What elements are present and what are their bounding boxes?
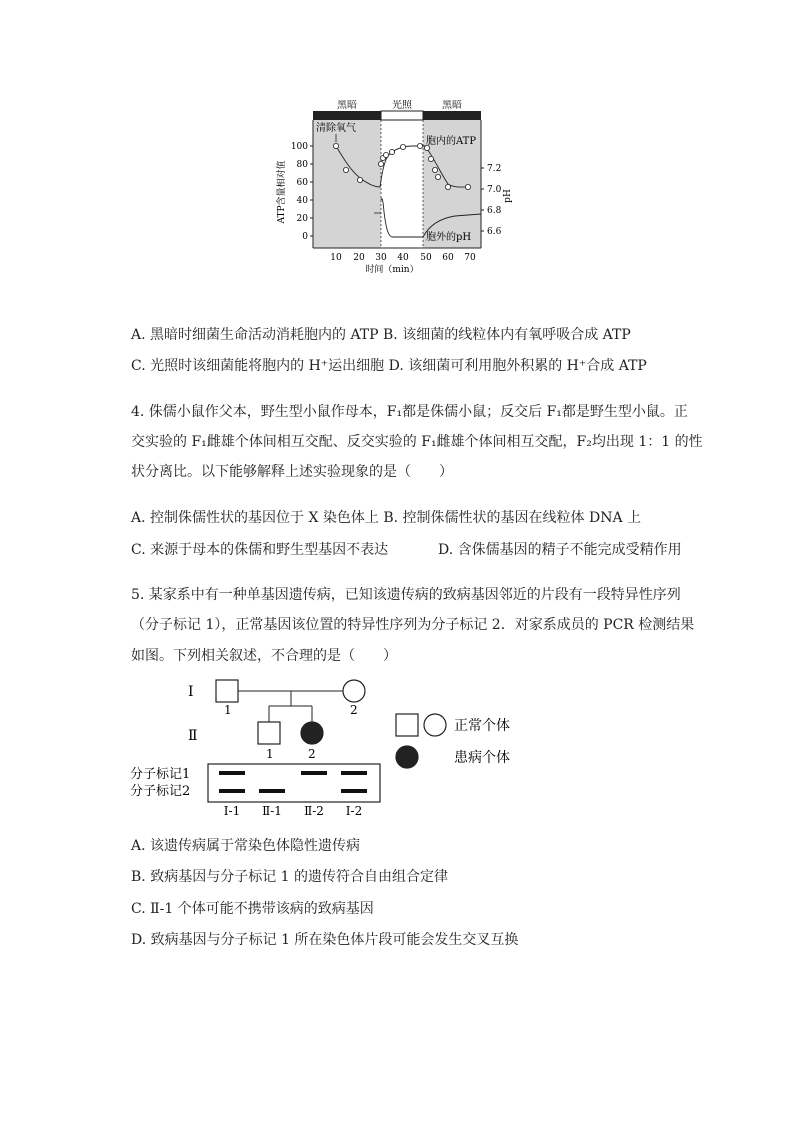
lane-label: Ⅱ-2 bbox=[304, 804, 324, 817]
q4-option-ab: A. 控制侏儒性状的基因位于 X 染色体上 B. 控制侏儒性状的基因在线粒体 DNA 上 bbox=[131, 510, 642, 526]
legend-normal-label: 正常个体 bbox=[454, 718, 510, 734]
x-tick: 10 bbox=[330, 253, 342, 263]
x-tick: 40 bbox=[397, 253, 409, 263]
y-left-tick: 80 bbox=[296, 160, 308, 170]
pedigree-figure bbox=[128, 672, 528, 817]
annotation-atp-in: 胞内的ATP bbox=[426, 136, 477, 147]
q4-stem-line2: 交实验的 F₁雌雄个体间相互交配、反交实验的 F₁雌雄个体间相互交配，F₂均出现 1：1 的性 bbox=[131, 434, 703, 450]
light-bar bbox=[381, 111, 423, 120]
marker2-label: 分子标记2 bbox=[130, 784, 191, 799]
x-tick: 70 bbox=[464, 253, 476, 263]
x-label: 时间（min） bbox=[365, 265, 419, 275]
y-right-tick: 6.8 bbox=[487, 206, 502, 216]
dark-region-1 bbox=[313, 120, 381, 248]
generation-1-label: Ⅰ bbox=[188, 684, 194, 700]
y-right-label: pH bbox=[503, 189, 513, 203]
generation-2-label: Ⅱ bbox=[188, 728, 198, 744]
band-I-1-marker2 bbox=[219, 789, 245, 793]
bar-label-light: 光照 bbox=[392, 100, 412, 111]
lane-label: Ⅰ-2 bbox=[345, 804, 363, 817]
marker1-label: 分子标记1 bbox=[130, 767, 191, 782]
q5-option-a: A. 该遗传病属于常染色体隐性遗传病 bbox=[131, 838, 361, 854]
q5-option-c: C. Ⅱ-1 个体可能不携带该病的致病基因 bbox=[131, 901, 374, 917]
bar-label-dark-1: 黑暗 bbox=[337, 100, 357, 111]
label-II-2: 2 bbox=[308, 747, 316, 761]
y-left-tick: 40 bbox=[296, 196, 308, 206]
legend-affected-label: 患病个体 bbox=[454, 750, 510, 766]
q5-stem-line2: （分子标记 1），正常基因该位置的特异性序列为分子标记 2．对家系成员的 PCR 检测结果 bbox=[131, 617, 695, 633]
label-II-1: 1 bbox=[266, 747, 274, 761]
q5-option-d: D. 致病基因与分子标记 1 所在染色体片段可能会发生交叉互换 bbox=[131, 932, 519, 948]
lane-label: Ⅰ-1 bbox=[223, 804, 241, 817]
dark-bar-1 bbox=[313, 111, 381, 120]
individual-I-1-normal-male bbox=[216, 680, 238, 702]
y-left-tick: 0 bbox=[302, 232, 308, 242]
right-ticks bbox=[481, 164, 502, 237]
y-left-tick: 20 bbox=[296, 214, 308, 224]
band-I-2-marker1 bbox=[341, 771, 367, 775]
y-left-label: ATP含量相对值 bbox=[277, 160, 287, 224]
band-I-1-marker1 bbox=[219, 771, 245, 775]
individual-II-1-normal-male bbox=[258, 722, 280, 744]
y-left-tick: 100 bbox=[290, 142, 308, 152]
q4-option-d: D. 含侏儒基因的精子不能完成受精作用 bbox=[438, 542, 682, 558]
q4-stem-line1: 4. 侏儒小鼠作父本，野生型小鼠作母本，F₁都是侏儒小鼠；反交后 F₁都是野生型小鼠。正 bbox=[131, 404, 688, 420]
x-tick: 60 bbox=[442, 253, 454, 263]
q5-option-b: B. 致病基因与分子标记 1 的遗传符合自由组合定律 bbox=[131, 869, 448, 885]
x-ticks bbox=[330, 253, 476, 263]
dark-bar-2 bbox=[423, 111, 481, 120]
y-left-tick: 60 bbox=[296, 178, 308, 188]
x-tick: 30 bbox=[375, 253, 387, 263]
atp-ph-figure bbox=[270, 100, 530, 290]
q4-stem-line3: 状分离比。以下能够解释上述实验现象的是（ ） bbox=[131, 464, 453, 480]
annotation-clear-o2: 清除氧气 bbox=[316, 123, 356, 134]
y-right-tick: 6.6 bbox=[487, 227, 502, 237]
q5-stem-line3: 如图。下列相关叙述，不合理的是（ ） bbox=[131, 648, 397, 664]
q3-option-cd: C. 光照时该细菌能将胞内的 H⁺运出细胞 D. 该细菌可利用胞外积累的 H⁺合成 ATP bbox=[131, 358, 647, 374]
individual-II-2-affected-female bbox=[301, 722, 323, 744]
left-ticks bbox=[291, 142, 313, 242]
label-I-1: 1 bbox=[224, 703, 232, 717]
x-tick: 50 bbox=[420, 253, 432, 263]
x-tick: 20 bbox=[353, 253, 365, 263]
label-I-2: 2 bbox=[350, 703, 358, 717]
legend-normal-male-icon bbox=[396, 714, 418, 736]
annotation-ph-out: 胞外的pH bbox=[426, 232, 472, 243]
band-I-2-marker2 bbox=[341, 789, 367, 793]
gel-box bbox=[208, 764, 380, 802]
legend-affected-icon bbox=[396, 746, 418, 768]
y-right-tick: 7.2 bbox=[487, 164, 502, 174]
q3-option-ab: A. 黑暗时细菌生命活动消耗胞内的 ATP B. 该细菌的线粒体内有氧呼吸合成 ATP bbox=[131, 327, 631, 343]
individual-I-2-normal-female bbox=[343, 680, 365, 702]
band-II-2-marker1 bbox=[301, 771, 327, 775]
bar-label-dark-2: 黑暗 bbox=[442, 100, 462, 111]
band-II-1-marker2 bbox=[259, 789, 285, 793]
legend-normal-female-icon bbox=[424, 714, 446, 736]
y-right-tick: 7.0 bbox=[487, 185, 502, 195]
lane-label: Ⅱ-1 bbox=[262, 804, 282, 817]
q4-option-c: C. 来源于母本的侏儒和野生型基因不表达 bbox=[131, 542, 389, 558]
q5-stem-line1: 5. 某家系中有一种单基因遗传病，已知该遗传病的致病基因邻近的片段有一段特异性序列 bbox=[131, 587, 681, 603]
